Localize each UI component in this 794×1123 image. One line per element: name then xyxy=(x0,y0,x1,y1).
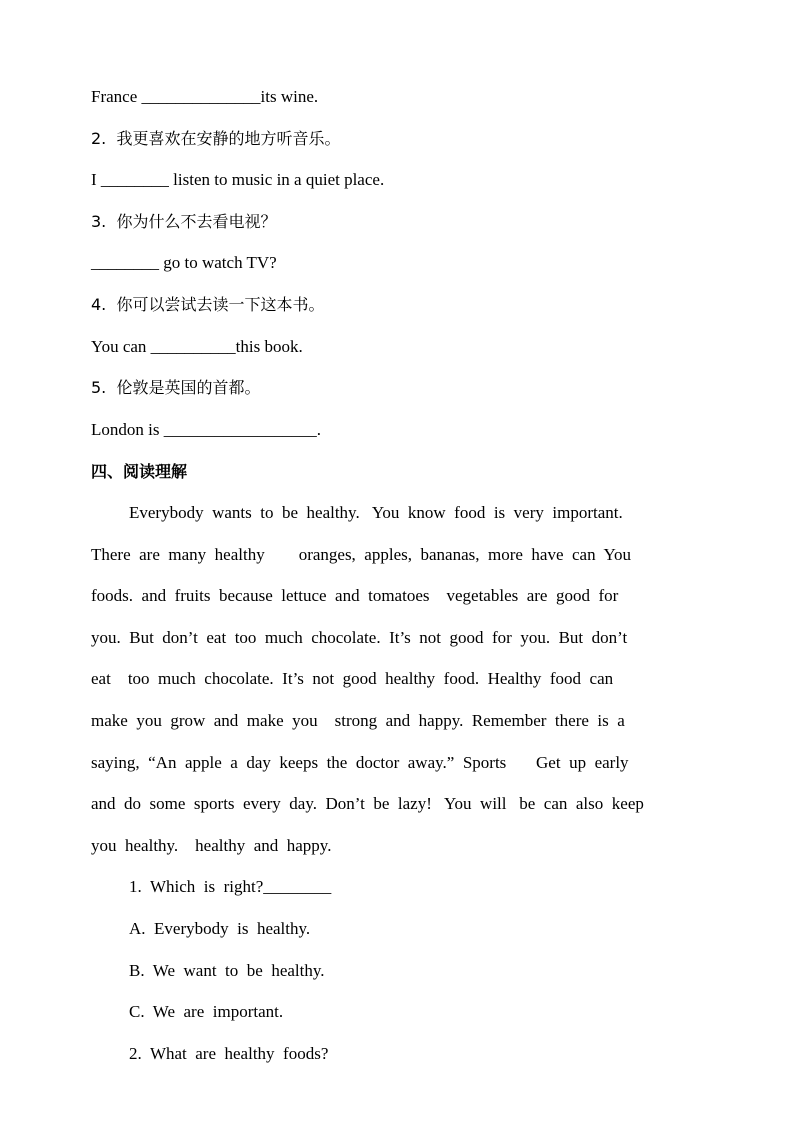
question-1-option-c: C. We are important. xyxy=(129,1002,284,1021)
q3-prompt: 3. 你为什么不去看电视？ xyxy=(91,212,277,231)
passage-line: you. But don’t eat too much chocolate. It’s not good for you. But don’t xyxy=(91,628,628,647)
question-1-stem: 1. Which is right?________ xyxy=(129,877,332,896)
passage-line: Everybody wants to be healthy. You know food is very important. xyxy=(129,503,623,522)
q4-prompt: 4. 你可以尝试去读一下这本书。 xyxy=(91,295,325,314)
passage-line: eat too much chocolate. It’s not good healthy food. Healthy food can xyxy=(91,669,614,688)
q2-prompt: 2. 我更喜欢在安静的地方听音乐。 xyxy=(91,129,341,148)
q1-answer-line: France ______________its wine. xyxy=(91,87,319,106)
q2-answer-line: I ________ listen to music in a quiet place. xyxy=(91,170,385,189)
q3-answer-line: ________ go to watch TV? xyxy=(91,253,277,272)
q4-answer-line: You can __________this book. xyxy=(91,337,303,356)
passage-line: you healthy. healthy and happy. xyxy=(91,836,332,855)
question-1-option-a: A. Everybody is healthy. xyxy=(129,919,311,938)
passage-line: and do some sports every day. Don’t be lazy! You will be can also keep xyxy=(91,794,644,813)
q5-prompt: 5. 伦敦是英国的首都。 xyxy=(91,378,261,397)
passage-line: make you grow and make you strong and happy. Remember there is a xyxy=(91,711,625,730)
passage-line: There are many healthy oranges, apples, bananas, more have can You xyxy=(91,545,632,564)
passage-line: saying, “An apple a day keeps the doctor away.” Sports Get up early xyxy=(91,753,629,772)
passage-line: foods. and fruits because lettuce and tomatoes vegetables are good for xyxy=(91,586,619,605)
question-2-stem: 2. What are healthy foods? xyxy=(129,1044,329,1063)
section-heading: 四、阅读理解 xyxy=(91,462,188,481)
question-1-option-b: B. We want to be healthy. xyxy=(129,961,325,980)
q5-answer-line: London is __________________. xyxy=(91,420,321,439)
